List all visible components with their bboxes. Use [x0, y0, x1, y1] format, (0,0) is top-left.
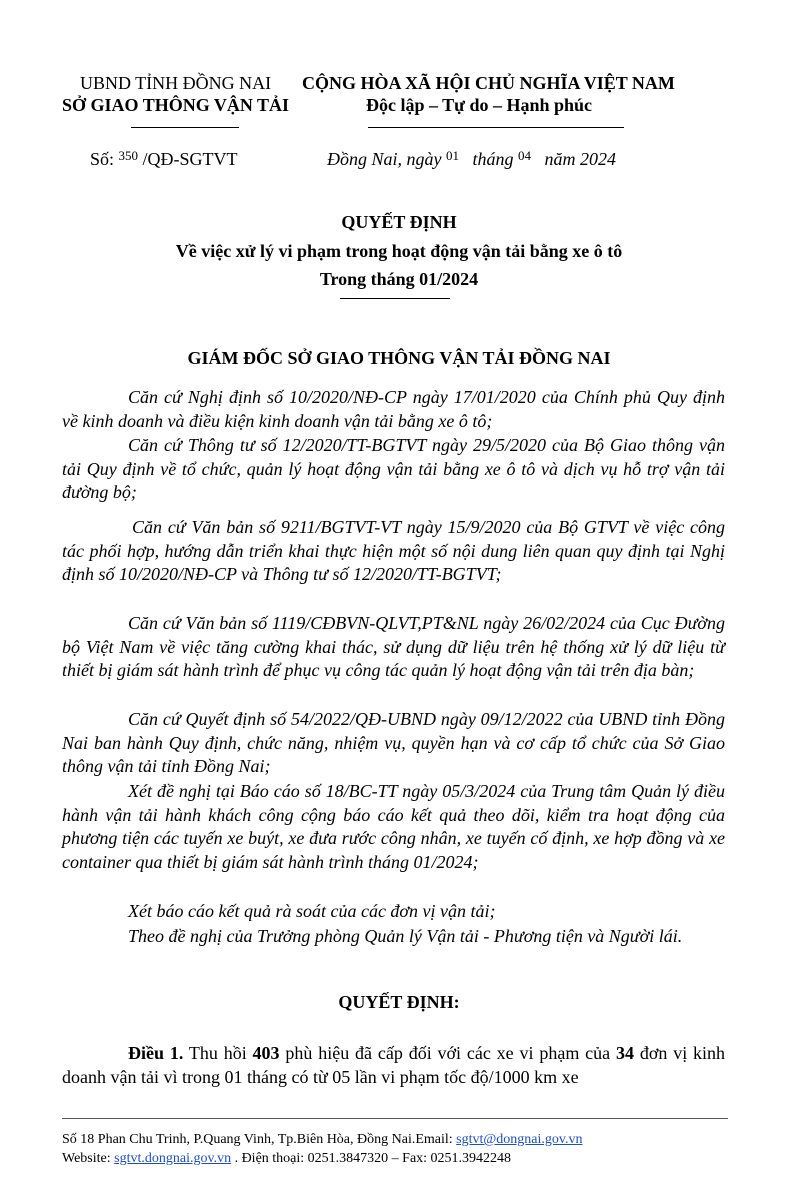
badge-count: 403 [252, 1043, 280, 1063]
preamble-paragraph: Căn cứ Nghị định số 10/2020/NĐ-CP ngày 17/01/2020 của Chính phủ Quy định về kinh doanh và điều kiện kinh doanh vận tải bằng xe ô tô; [62, 387, 725, 431]
footer-divider [62, 1118, 728, 1119]
preamble-paragraph: Xét báo cáo kết quả rà soát của các đơn vị vận tải; [128, 901, 496, 921]
unit-count: 34 [616, 1043, 634, 1063]
article-1 [62, 1042, 725, 1089]
agency-parent: UBND TỈNH ĐỒNG NAI [80, 73, 272, 93]
decision-title: QUYẾT ĐỊNH [341, 212, 457, 232]
article-1-text: phù hiệu đã cấp đối với các xe vi phạm của [285, 1043, 611, 1063]
footer-address-line [62, 1131, 583, 1148]
month-label: tháng [472, 149, 514, 169]
number-prefix: Số: [90, 149, 115, 169]
footer-website-label: Website: [62, 1151, 111, 1166]
footer-contact-line [62, 1150, 511, 1167]
issuing-authority: GIÁM ĐỐC SỞ GIAO THÔNG VẬN TẢI ĐỒNG NAI [187, 348, 611, 368]
title-underline [340, 298, 450, 299]
year-label: năm 2024 [544, 149, 617, 169]
national-motto: Độc lập – Tự do – Hạnh phúc [366, 95, 593, 115]
place-date [327, 145, 616, 170]
footer-email-link[interactable]: sgtvt@dongnai.gov.vn [456, 1132, 583, 1147]
footer-website-link[interactable]: sgtvt.dongnai.gov.vn [114, 1151, 232, 1166]
preamble-paragraph: Căn cứ Văn bản số 1119/CĐBVN-QLVT,PT&NL ngày 26/02/2024 của Cục Đường bộ Việt Nam về việc tăng cường khai thác, sử dụng dữ liệu trên hệ thống xử lý dữ liệu từ thiết bị giám sát hành trình để phục vụ công tác quản lý hoạt động vận tải trên địa bàn; [62, 613, 725, 681]
agency-name: SỞ GIAO THÔNG VẬN TẢI [62, 95, 290, 115]
preamble-paragraph: Theo đề nghị của Trưởng phòng Quản lý Vận tải - Phương tiện và Người lái. [128, 926, 683, 946]
document-number [90, 145, 238, 170]
preamble-paragraph: Xét đề nghị tại Báo cáo số 18/BC-TT ngày 05/3/2024 của Trung tâm Quản lý điều hành vận tải hành khách công cộng báo cáo kết quả theo dõi, kiểm tra hoạt động của phương tiện các tuyến xe buýt, xe đưa rước công nhân, xe tuyến cố định, xe hợp đồng và xe container qua thiết bị giám sát hành trình tháng 01/2024; [62, 781, 725, 872]
article-1-text: đơn vị kinh doanh vận tải vì trong 01 tháng có từ 05 lần vi phạm tốc độ/1000 km xe [62, 1043, 726, 1087]
article-1-label: Điều 1. [128, 1043, 184, 1063]
motto-underline [368, 127, 624, 128]
date-day: 01 [446, 148, 459, 163]
footer-address: Số 18 Phan Chu Trinh, P.Quang Vinh, Tp.Biên Hòa, Đồng Nai.Email: [62, 1132, 453, 1147]
preamble-paragraph: Căn cứ Văn bản số 9211/BGTVT-VT ngày 15/9/2020 của Bộ GTVT về việc công tác phối hợp, hướng dẫn triển khai thực hiện một số nội dung liên quan quy định tại Nghị định số 10/2020/NĐ-CP và Thông tư số 12/2020/TT-BGTVT; [62, 517, 725, 585]
number-suffix: /QĐ-SGTVT [142, 149, 238, 169]
date-month: 04 [518, 148, 532, 163]
agency-underline [131, 127, 239, 128]
preamble-paragraph: Căn cứ Quyết định số 54/2022/QĐ-UBND ngày 09/12/2022 của UBND tỉnh Đồng Nai ban hành Quy định, chức năng, nhiệm vụ, quyền hạn và cơ cấp tổ chức của Sở Giao thông vận tải tỉnh Đồng Nai; [62, 709, 725, 777]
decision-subject: Về việc xử lý vi phạm trong hoạt động vận tải bằng xe ô tô [175, 241, 623, 261]
place-date-prefix: Đồng Nai, ngày [327, 149, 442, 169]
decision-heading: QUYẾT ĐỊNH: [338, 992, 460, 1012]
preamble-paragraph: Căn cứ Thông tư số 12/2020/TT-BGTVT ngày 29/5/2020 của Bộ Giao thông vận tải Quy định về tổ chức, quản lý hoạt động vận tải bằng xe ô tô và dịch vụ hỗ trợ vận tải đường bộ; [62, 435, 725, 503]
article-1-text: Thu hồi [188, 1043, 247, 1063]
decision-period: Trong tháng 01/2024 [319, 269, 479, 289]
number-value: 350 [118, 148, 139, 163]
country-name: CỘNG HÒA XÃ HỘI CHỦ NGHĨA VIỆT NAM [302, 73, 675, 93]
footer-contacts: . Điện thoại: 0251.3847320 – Fax: 0251.3942248 [234, 1151, 512, 1166]
